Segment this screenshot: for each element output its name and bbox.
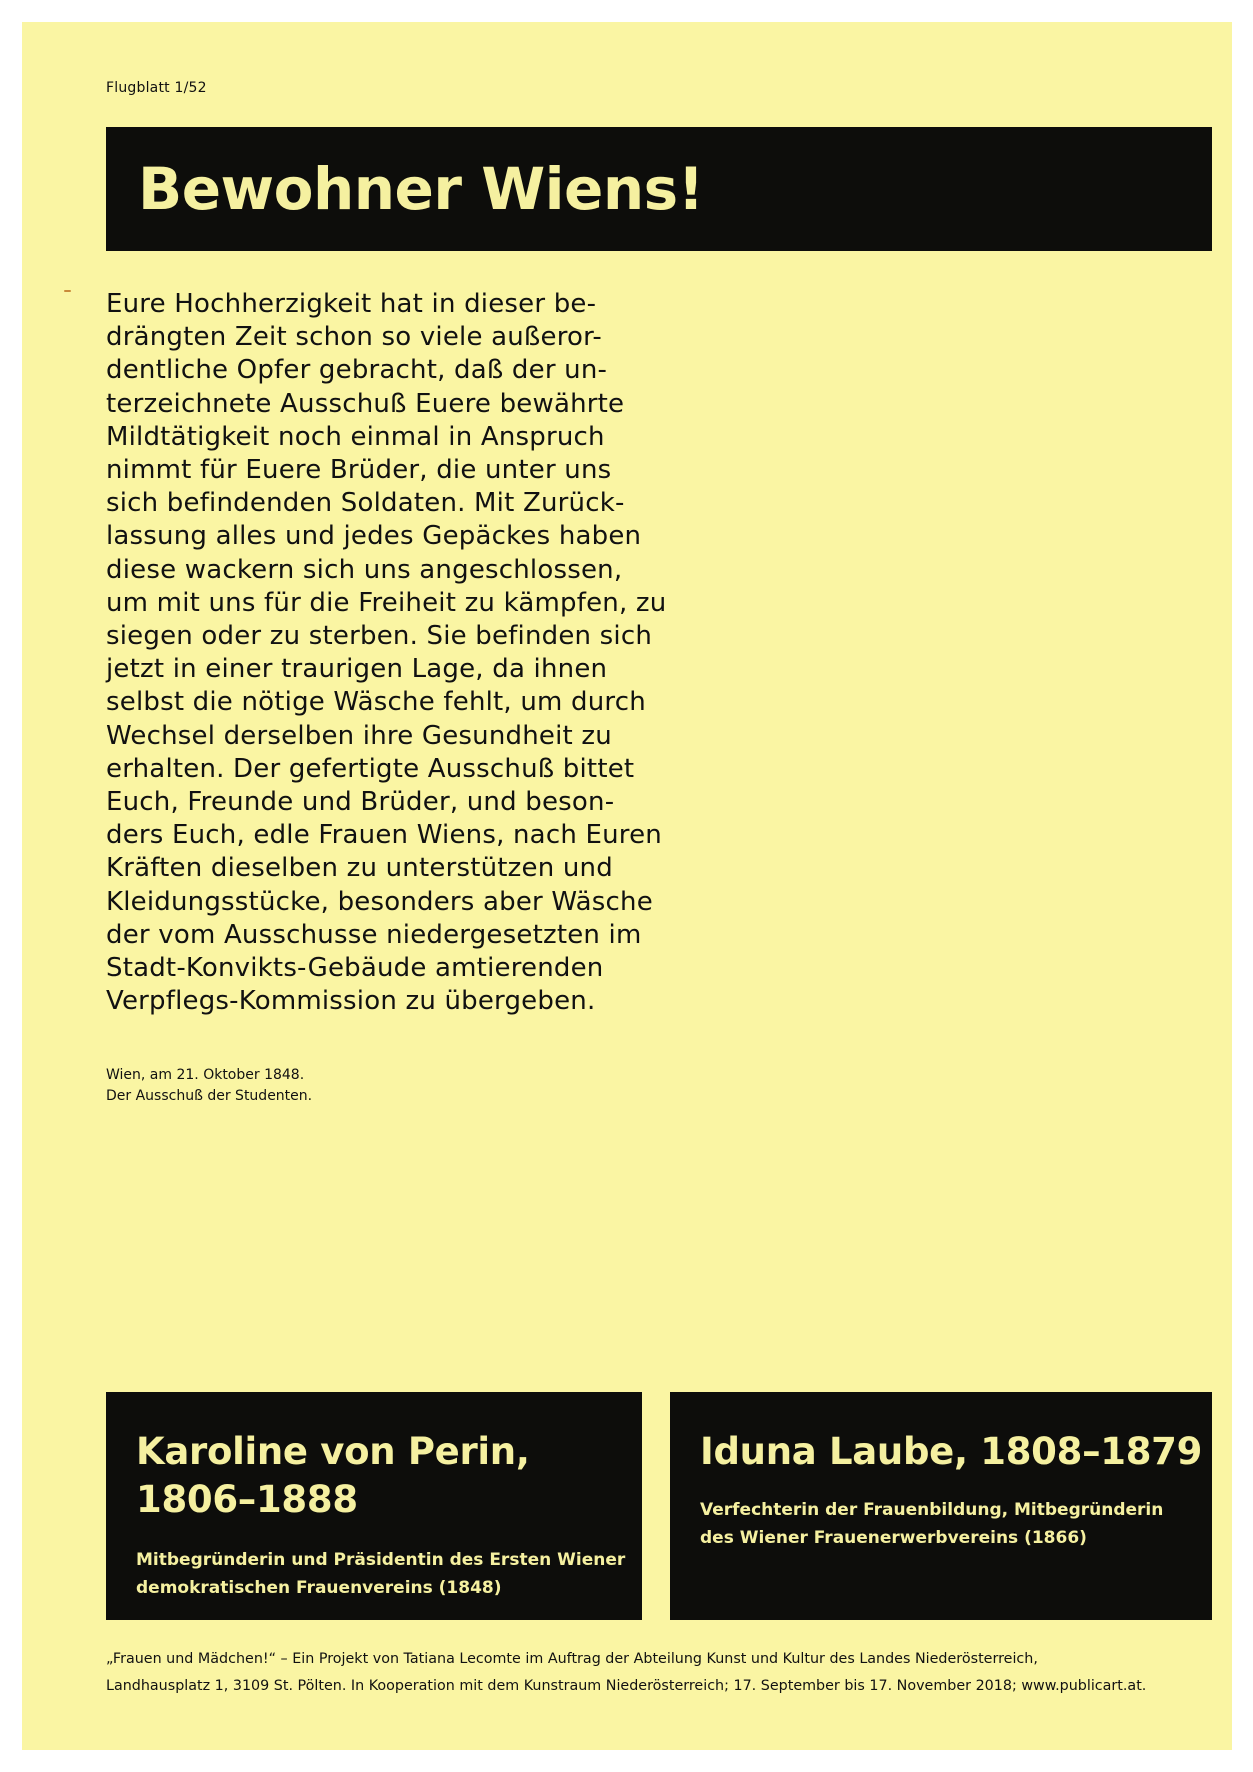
footer-credits	[106, 1646, 1146, 1700]
headline-bar	[106, 127, 1212, 251]
body-line: siegen oder zu sterben. Sie befinden sich	[106, 621, 653, 652]
body-line: drängten Zeit schon so viele außeror-	[106, 322, 602, 353]
profile-name-line: 1806–1888	[136, 1478, 358, 1521]
profile-box-laube	[670, 1392, 1212, 1620]
footer-line: „Frauen und Mädchen!“ – Ein Projekt von Tatiana Lecomte im Auftrag der Abteilung Kunst und Kultur des Landes Niederösterreich,	[106, 1651, 1038, 1667]
sheet-label: Flugblatt 1/52	[106, 80, 207, 96]
profile-name	[700, 1428, 1203, 1476]
body-line: Eure Hochherzigkeit hat in dieser be-	[106, 289, 597, 319]
profile-description-line: demokratischen Frauenvereins (1848)	[136, 1578, 502, 1598]
body-line: Euch, Freunde und Brüder, und beson-	[106, 787, 615, 818]
profile-box-perin	[106, 1392, 642, 1620]
body-line: lassung alles und jedes Gepäckes haben	[106, 521, 642, 552]
headline: Bewohner Wiens!	[138, 155, 704, 223]
body-line: terzeichnete Ausschuß Euere bewährte	[106, 388, 625, 419]
flyer-sheet	[22, 22, 1232, 1750]
body-line: Kräften dieselben zu unterstützen und	[106, 853, 613, 884]
body-text	[106, 288, 666, 1018]
profile-description	[136, 1546, 626, 1602]
profile-description-line: des Wiener Frauenerwerbvereins (1866)	[700, 1528, 1087, 1548]
signature-date: Wien, am 21. Oktober 1848.	[106, 1067, 305, 1083]
footer-line: Landhausplatz 1, 3109 St. Pölten. In Kooperation mit dem Kunstraum Niederösterreich; 17. September bis 17. November 2018; www.publicart.at.	[106, 1678, 1147, 1694]
body-line: Mildtätigkeit noch einmal in Anspruch	[106, 421, 605, 452]
body-line: Kleidungsstücke, besonders aber Wäsche	[106, 886, 653, 917]
body-line: um mit uns für die Freiheit zu kämpfen, zu	[106, 587, 667, 618]
body-line: Stadt-Konvikts-Gebäude amtierenden	[106, 953, 604, 984]
body-line: ders Euch, edle Frauen Wiens, nach Euren	[106, 820, 662, 851]
body-line: Verpflegs-Kommission zu übergeben.	[106, 986, 596, 1017]
body-line: Wechsel derselben ihre Gesundheit zu	[106, 720, 612, 751]
signature-author: Der Ausschuß der Studenten.	[106, 1088, 313, 1104]
profile-name	[136, 1428, 612, 1524]
body-line: jetzt in einer traurigen Lage, da ihnen	[106, 654, 608, 685]
profile-description-line: Mitbegründerin und Präsidentin des Ersten Wiener	[136, 1550, 626, 1570]
profile-name-line: Karoline von Perin,	[136, 1430, 530, 1473]
profile-description	[700, 1496, 1182, 1552]
body-line: sich befindenden Soldaten. Mit Zurück-	[106, 488, 625, 519]
body-line: der vom Ausschusse niedergesetzten im	[106, 919, 642, 950]
body-line: diese wackern sich uns angeschlossen,	[106, 554, 623, 585]
body-line: nimmt für Euere Brüder, die unter uns	[106, 455, 612, 486]
body-line: selbst die nötige Wäsche fehlt, um durch	[106, 687, 646, 718]
body-line: dentliche Opfer gebracht, daß der un-	[106, 355, 608, 386]
profile-description-line: Verfechterin der Frauenbildung, Mitbegründerin	[700, 1500, 1164, 1520]
signature	[106, 1065, 312, 1107]
profile-name-line: Iduna Laube, 1808–1879	[700, 1430, 1203, 1473]
body-line: erhalten. Der gefertigte Ausschuß bittet	[106, 753, 635, 784]
